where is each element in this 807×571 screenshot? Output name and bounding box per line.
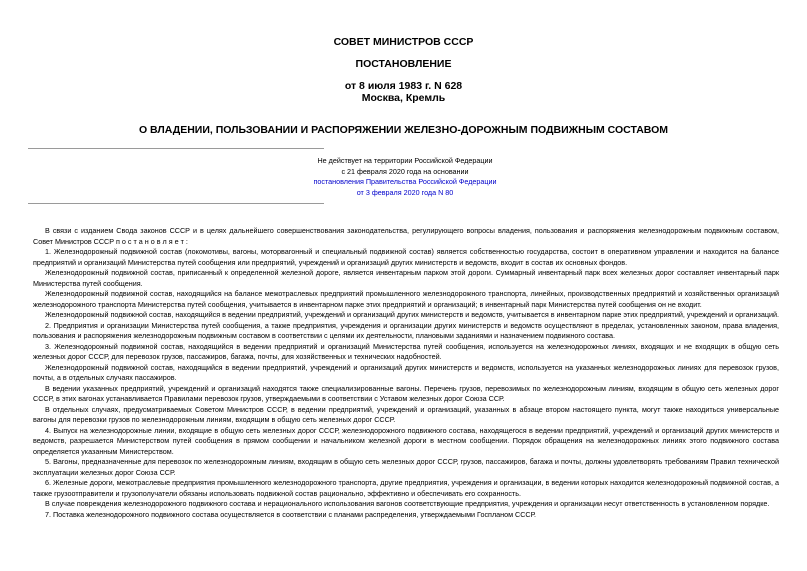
notice-link-date[interactable]: от 3 февраля 2020 года N 80	[356, 187, 454, 197]
notice-link-decree[interactable]: постановления Правительства Российской Федерации	[313, 177, 497, 186]
paragraph: В отдельных случаях, предусматриваемых Советом Министров СССР, в ведении предприятий, учреждений и организаций, указанных в абзаце втором настоящего пункта, могут также находиться универсальные вагоны для перевозки грузов по железнодорожным линиям, входящим в общую сеть железных дорог СССР.	[33, 404, 779, 424]
paragraph: 7. Поставка железнодорожного подвижного состава осуществляется в соответствии с планами распределения, утверждаемыми Госпланом СССР.	[45, 509, 537, 519]
document-place: Москва, Кремль	[361, 92, 446, 104]
paragraph: 6. Железные дороги, межотраслевые предприятия промышленного железнодорожного транспорта, другие предприятия, учреждения и организации, в ведении которых находится железнодорожный подвижной состав, а также грузоотправители и грузополучатели обязаны использовать подвижной состав рационально, эффективно и обеспечивать его сохранность.	[33, 478, 779, 498]
paragraph: В ведении указанных предприятий, учреждений и организаций находятся также специализированные вагоны. Перечень грузов, перевозимых по железнодорожным линиям, входящим в общую сеть железных дорог СССР, в этих вагонах устанавливается Правилами перевозок грузов, утверждаемыми в соответствии с Уставом железных дорог Союза ССР.	[33, 383, 779, 403]
paragraph: Железнодорожный подвижной состав, приписанный к определенной железной дороге, является инвентарным парком этой дороги. Суммарный инвентарный парк всех железных дорог составляет инвентарный парк Министерства путей сообщения.	[33, 268, 779, 288]
paragraph: В случае повреждения железнодорожного подвижного состава и нерационального использования вагонов соответствующие предприятия, учреждения и организации несут ответственность в установленном порядке.	[45, 499, 770, 508]
document-type: ПОСТАНОВЛЕНИЕ	[355, 58, 452, 70]
paragraph: В связи с изданием Свода законов СССР и в целях дальнейшего совершенствования законодательства, регулирующего вопросы владения, пользования и распоряжения железнодорожным подвижным составом, Совет Министров СССР п о с т а н о в л я е т :	[33, 226, 779, 246]
paragraph: 5. Вагоны, предназначенные для перевозок по железнодорожным линиям, входящим в общую сеть железных дорог СССР, грузов, пассажиров, багажа и почты, должны удовлетворять требованиям Правил технической эксплуатации железных дорог Союза ССР.	[33, 457, 779, 477]
paragraph: 3. Железнодорожный подвижной состав, находящийся в ведении предприятий и организаций Министерства путей сообщения, используется на железнодорожных линиях, входящих и не входящих в общую сеть железных дорог СССР, для перевозок грузов, пассажиров, багажа, почты, для хозяйственных и технических надобностей.	[33, 341, 779, 361]
document-title: О ВЛАДЕНИИ, ПОЛЬЗОВАНИИ И РАСПОРЯЖЕНИИ ЖЕЛЕЗНО-ДОРОЖНЫМ ПОДВИЖНЫМ СОСТАВОМ	[138, 124, 669, 136]
issuing-authority: СОВЕТ МИНИСТРОВ СССР	[333, 36, 474, 48]
paragraph: Железнодорожный подвижной состав, находящийся в ведении предприятий, учреждений и организаций других министерств и ведомств, используется на указанных железнодорожных линиях для перевозок грузов, почты, а в отдельных случаях пассажиров.	[33, 362, 779, 382]
paragraph: 4. Выпуск на железнодорожные линии, входящие в общую сеть железных дорог СССР, железнодорожного подвижного состава, находящегося в ведении предприятий, учреждений и организаций других министерств и ведомств, разрешается Министерством путей сообщения в прямом сообщении и начальником железной дороги в местном сообщении. Порядок обращения на железнодорожных линиях этого подвижного состава определяется указанным Министерством.	[33, 425, 779, 456]
divider-bottom	[28, 203, 324, 204]
status-notice	[240, 156, 570, 198]
document-body	[33, 226, 779, 520]
paragraph: 2. Предприятия и организации Министерства путей сообщения, а также предприятия, учреждения и организации других министерств и ведомств осуществляют в пределах, установленных законом, права владения, пользования и распоряжения железнодорожным подвижным составом в соответствии с целями их деятельности, плановыми заданиями и назначением подвижного состава.	[33, 320, 779, 340]
notice-line-1: Не действует на территории Российской Федерации	[317, 156, 493, 165]
divider-top	[28, 148, 324, 149]
paragraph: Железнодорожный подвижной состав, находящийся на балансе межотраслевых предприятий промышленного железнодорожного транспорта, линейных, производственных предприятий и хозяйственных организаций железнодорожного транспорта Министерства путей сообщения, учитывается в инвентарном парке этих предприятий и организаций; в инвентарный парк Министерства путей сообщения он не входит.	[33, 289, 779, 309]
notice-line-2: с 21 февраля 2020 года на основании	[341, 166, 469, 176]
document-date-number: от 8 июля 1983 г. N 628	[344, 80, 463, 92]
paragraph: Железнодорожный подвижной состав, находящийся в ведении предприятий, учреждений и организаций других министерств и ведомств, учитывается в инвентарном парке этих предприятий, учреждений и организаций.	[45, 310, 780, 319]
paragraph: 1. Железнодорожный подвижной состав (локомотивы, вагоны, моторвагонный и специальный подвижной состав) является собственностью государства, состоит в оперативном управлении и находится на балансе предприятий и организаций Министерства путей сообщения или предприятий, учреждений и организаций других министерств и ведомств, входит в состав их основных фондов.	[33, 247, 779, 267]
